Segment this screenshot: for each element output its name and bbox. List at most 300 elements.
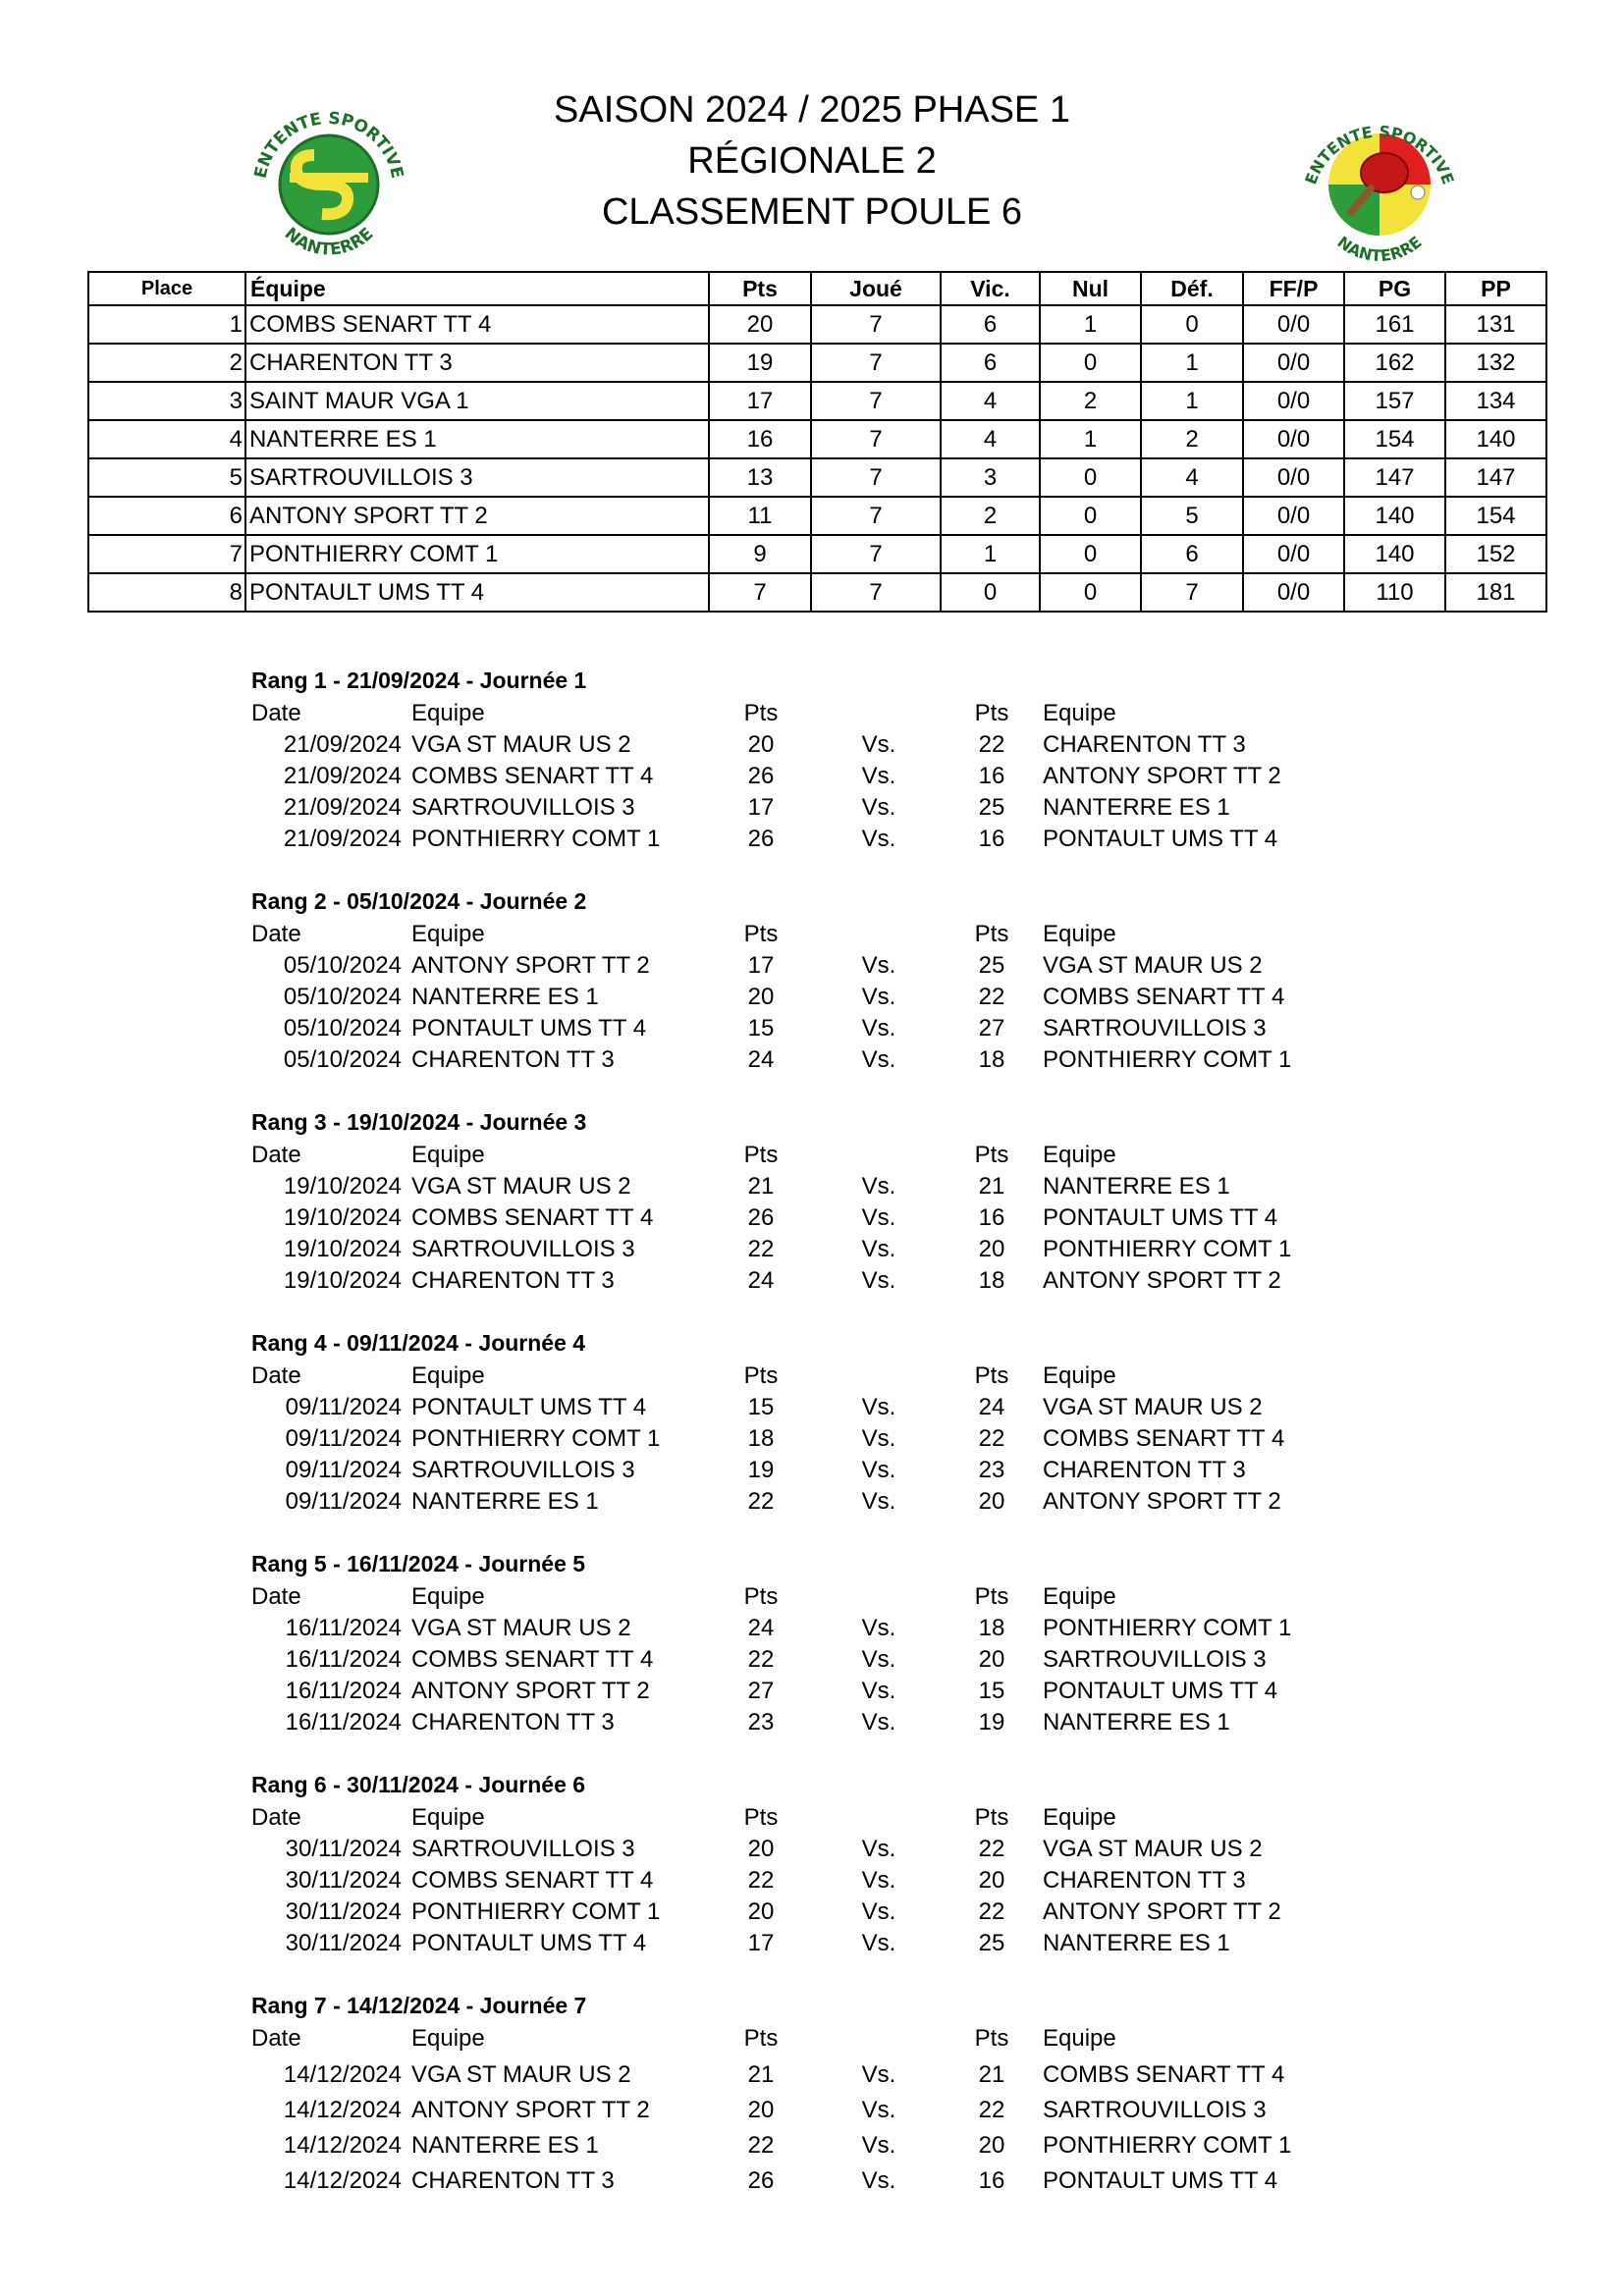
standings-row xyxy=(88,344,1546,382)
match-away-pts: 16 xyxy=(978,1204,1005,1231)
standings-cell-ffp: 0/0 xyxy=(1243,535,1344,573)
match-vs: Vs. xyxy=(861,1394,896,1420)
match-row xyxy=(0,1046,1624,1078)
standings-cell-pg: 140 xyxy=(1344,535,1445,573)
match-away-pts: 22 xyxy=(978,1836,1005,1862)
standings-cell-place: 2 xyxy=(88,344,245,382)
standings-cell-team: ANTONY SPORT TT 2 xyxy=(245,497,709,535)
col-header-played: Joué xyxy=(811,272,941,305)
match-away-pts: 20 xyxy=(978,1236,1005,1262)
standings-cell-pp: 181 xyxy=(1445,573,1546,612)
round-title: Rang 1 - 21/09/2024 - Journée 1 xyxy=(251,667,587,693)
standings-cell-pp: 131 xyxy=(1445,305,1546,344)
match-date: 16/11/2024 xyxy=(285,1615,402,1641)
match-vs: Vs. xyxy=(861,2097,896,2123)
match-home-pts: 21 xyxy=(747,2061,775,2088)
match-home-team: NANTERRE ES 1 xyxy=(411,2132,599,2159)
match-header-row xyxy=(0,1583,1624,1615)
standings-cell-team: NANTERRE ES 1 xyxy=(245,420,709,458)
standings-cell-ffp: 0/0 xyxy=(1243,305,1344,344)
match-vs: Vs. xyxy=(861,2132,896,2159)
round-title: Rang 3 - 19/10/2024 - Journée 3 xyxy=(251,1109,587,1135)
match-home-team: COMBS SENART TT 4 xyxy=(411,1204,654,1231)
match-away-pts: 22 xyxy=(978,1898,1005,1925)
match-away-team: NANTERRE ES 1 xyxy=(1043,1173,1230,1200)
match-vs: Vs. xyxy=(861,1015,896,1041)
header-home-pts: Pts xyxy=(743,2025,779,2052)
standings-cell-def: 2 xyxy=(1141,420,1243,458)
header-date: Date xyxy=(251,1362,301,1389)
match-home-team: PONTAULT UMS TT 4 xyxy=(411,1394,647,1420)
match-home-team: CHARENTON TT 3 xyxy=(411,2167,615,2194)
match-row xyxy=(0,952,1624,984)
match-date: 16/11/2024 xyxy=(285,1678,402,1704)
standings-cell-place: 5 xyxy=(88,458,245,497)
standings-cell-pp: 152 xyxy=(1445,535,1546,573)
match-home-team: SARTROUVILLOIS 3 xyxy=(411,794,635,821)
match-away-pts: 21 xyxy=(978,2061,1005,2088)
round-title: Rang 6 - 30/11/2024 - Journée 6 xyxy=(251,1772,586,1797)
col-header-losses: Déf. xyxy=(1141,272,1243,305)
match-date: 19/10/2024 xyxy=(283,1204,402,1231)
standings-cell-ffp: 0/0 xyxy=(1243,420,1344,458)
standings-cell-joue: 7 xyxy=(811,305,941,344)
match-away-pts: 22 xyxy=(978,1425,1005,1452)
match-home-team: COMBS SENART TT 4 xyxy=(411,763,654,789)
standings-cell-vic: 1 xyxy=(941,535,1040,573)
header-home-pts: Pts xyxy=(743,921,779,947)
header-home-pts: Pts xyxy=(743,1142,779,1168)
standings-row xyxy=(88,535,1546,573)
match-vs: Vs. xyxy=(861,2167,896,2194)
standings-cell-place: 8 xyxy=(88,573,245,612)
col-header-place: Place xyxy=(88,272,245,305)
header-away-pts: Pts xyxy=(974,921,1009,947)
header-date: Date xyxy=(251,1583,301,1610)
standings-cell-nul: 1 xyxy=(1040,305,1141,344)
standings-cell-nul: 1 xyxy=(1040,420,1141,458)
match-row xyxy=(0,2132,1624,2163)
logo-right-top-text: ENTENTE SPORTIVE xyxy=(1301,122,1458,187)
match-date: 05/10/2024 xyxy=(283,1046,402,1073)
match-row xyxy=(0,1015,1624,1046)
round-section xyxy=(0,1330,1624,1551)
standings-cell-pg: 110 xyxy=(1344,573,1445,612)
match-row xyxy=(0,826,1624,857)
match-away-team: PONTAULT UMS TT 4 xyxy=(1043,1204,1278,1231)
header-home-pts: Pts xyxy=(743,1583,779,1610)
match-home-pts: 26 xyxy=(747,1204,775,1231)
col-header-team: Équipe xyxy=(245,272,709,305)
match-away-pts: 25 xyxy=(978,794,1005,821)
match-away-team: NANTERRE ES 1 xyxy=(1043,1930,1230,1956)
match-away-pts: 21 xyxy=(978,1173,1005,1200)
match-home-pts: 22 xyxy=(747,1867,775,1894)
match-away-team: NANTERRE ES 1 xyxy=(1043,794,1230,821)
header-away-team: Equipe xyxy=(1043,1362,1116,1389)
match-away-pts: 18 xyxy=(978,1615,1005,1641)
standings-cell-def: 6 xyxy=(1141,535,1243,573)
match-away-team: VGA ST MAUR US 2 xyxy=(1043,1836,1263,1862)
standings-cell-joue: 7 xyxy=(811,382,941,420)
match-vs: Vs. xyxy=(861,794,896,821)
title-division: RÉGIONALE 2 xyxy=(687,140,937,182)
match-row xyxy=(0,731,1624,763)
match-home-team: SARTROUVILLOIS 3 xyxy=(411,1836,635,1862)
match-away-team: COMBS SENART TT 4 xyxy=(1043,2061,1285,2088)
standings-header-row xyxy=(88,272,1546,305)
round-section xyxy=(0,1551,1624,1772)
match-header-row xyxy=(0,2025,1624,2056)
match-away-pts: 23 xyxy=(978,1457,1005,1483)
match-away-pts: 22 xyxy=(978,984,1005,1010)
match-away-team: ANTONY SPORT TT 2 xyxy=(1043,1898,1281,1925)
match-header-row xyxy=(0,1804,1624,1836)
header-away-team: Equipe xyxy=(1043,1583,1116,1610)
standings-cell-team: CHARENTON TT 3 xyxy=(245,344,709,382)
match-vs: Vs. xyxy=(861,984,896,1010)
header-date: Date xyxy=(251,1804,301,1831)
match-home-pts: 26 xyxy=(747,826,775,852)
match-vs: Vs. xyxy=(861,763,896,789)
match-home-pts: 22 xyxy=(747,1646,775,1673)
match-away-pts: 22 xyxy=(978,731,1005,758)
standings-cell-joue: 7 xyxy=(811,497,941,535)
logo-left-top-text: ENTENTE SPORTIVE xyxy=(250,108,407,181)
match-away-pts: 15 xyxy=(978,1678,1005,1704)
standings-cell-nul: 0 xyxy=(1040,535,1141,573)
standings-cell-team: SARTROUVILLOIS 3 xyxy=(245,458,709,497)
round-section xyxy=(0,1993,1624,2228)
round-section xyxy=(0,1772,1624,1993)
match-away-team: COMBS SENART TT 4 xyxy=(1043,984,1285,1010)
standings-row xyxy=(88,497,1546,535)
header-date: Date xyxy=(251,2025,301,2052)
match-home-team: PONTHIERRY COMT 1 xyxy=(411,1425,661,1452)
header-away-pts: Pts xyxy=(974,700,1009,726)
match-away-pts: 20 xyxy=(978,2132,1005,2159)
match-date: 14/12/2024 xyxy=(283,2167,402,2194)
standings-cell-ffp: 0/0 xyxy=(1243,382,1344,420)
match-date: 14/12/2024 xyxy=(283,2061,402,2088)
header-away-team: Equipe xyxy=(1043,921,1116,947)
header-away-team: Equipe xyxy=(1043,700,1116,726)
match-vs: Vs. xyxy=(861,1898,896,1925)
standings-row xyxy=(88,382,1546,420)
standings-cell-nul: 0 xyxy=(1040,497,1141,535)
match-date: 19/10/2024 xyxy=(283,1267,402,1294)
match-date: 21/09/2024 xyxy=(283,763,402,789)
match-away-pts: 19 xyxy=(978,1709,1005,1735)
match-home-team: SARTROUVILLOIS 3 xyxy=(411,1457,635,1483)
match-row xyxy=(0,1867,1624,1898)
standings-cell-pp: 140 xyxy=(1445,420,1546,458)
standings-cell-place: 3 xyxy=(88,382,245,420)
match-away-pts: 22 xyxy=(978,2097,1005,2123)
match-date: 09/11/2024 xyxy=(285,1394,402,1420)
match-home-team: COMBS SENART TT 4 xyxy=(411,1867,654,1894)
match-away-team: VGA ST MAUR US 2 xyxy=(1043,1394,1263,1420)
standings-cell-pts: 19 xyxy=(709,344,811,382)
match-vs: Vs. xyxy=(861,1930,896,1956)
match-away-pts: 18 xyxy=(978,1267,1005,1294)
match-home-pts: 15 xyxy=(747,1394,775,1420)
match-date: 14/12/2024 xyxy=(283,2097,402,2123)
match-vs: Vs. xyxy=(861,2061,896,2088)
match-date: 16/11/2024 xyxy=(285,1646,402,1673)
match-row xyxy=(0,763,1624,794)
standings-cell-team: SAINT MAUR VGA 1 xyxy=(245,382,709,420)
standings-row xyxy=(88,420,1546,458)
match-away-pts: 16 xyxy=(978,826,1005,852)
round-section xyxy=(0,1109,1624,1330)
match-vs: Vs. xyxy=(861,826,896,852)
match-home-pts: 22 xyxy=(747,2132,775,2159)
match-home-pts: 27 xyxy=(747,1678,775,1704)
match-vs: Vs. xyxy=(861,1709,896,1735)
standings-cell-place: 7 xyxy=(88,535,245,573)
standings-cell-def: 4 xyxy=(1141,458,1243,497)
standings-cell-nul: 0 xyxy=(1040,344,1141,382)
header-date: Date xyxy=(251,700,301,726)
header-date: Date xyxy=(251,1142,301,1168)
match-away-pts: 18 xyxy=(978,1046,1005,1073)
match-vs: Vs. xyxy=(861,1488,896,1515)
standings-cell-place: 6 xyxy=(88,497,245,535)
match-away-pts: 20 xyxy=(978,1867,1005,1894)
match-away-pts: 25 xyxy=(978,1930,1005,1956)
match-home-pts: 17 xyxy=(747,952,775,979)
match-row xyxy=(0,2097,1624,2128)
header-home-team: Equipe xyxy=(411,1583,485,1610)
match-vs: Vs. xyxy=(861,1457,896,1483)
match-vs: Vs. xyxy=(861,1173,896,1200)
standings-cell-nul: 2 xyxy=(1040,382,1141,420)
match-vs: Vs. xyxy=(861,1267,896,1294)
match-header-row xyxy=(0,1362,1624,1394)
match-row xyxy=(0,1836,1624,1867)
match-date: 30/11/2024 xyxy=(285,1898,402,1925)
match-vs: Vs. xyxy=(861,1236,896,1262)
match-home-pts: 23 xyxy=(747,1709,775,1735)
standings-cell-vic: 4 xyxy=(941,420,1040,458)
standings-cell-pts: 20 xyxy=(709,305,811,344)
standings-cell-pg: 162 xyxy=(1344,344,1445,382)
standings-cell-vic: 6 xyxy=(941,305,1040,344)
header-away-team: Equipe xyxy=(1043,1804,1116,1831)
match-date: 21/09/2024 xyxy=(283,794,402,821)
match-away-team: CHARENTON TT 3 xyxy=(1043,1867,1246,1894)
match-away-team: COMBS SENART TT 4 xyxy=(1043,1425,1285,1452)
page-title xyxy=(0,84,1624,238)
match-home-team: NANTERRE ES 1 xyxy=(411,984,599,1010)
col-header-pg: PG xyxy=(1344,272,1445,305)
standings-cell-pg: 140 xyxy=(1344,497,1445,535)
standings-cell-def: 1 xyxy=(1141,344,1243,382)
standings-cell-pp: 147 xyxy=(1445,458,1546,497)
match-away-team: ANTONY SPORT TT 2 xyxy=(1043,1488,1281,1515)
standings-cell-joue: 7 xyxy=(811,344,941,382)
match-date: 09/11/2024 xyxy=(285,1425,402,1452)
match-home-pts: 20 xyxy=(747,731,775,758)
col-header-draws: Nul xyxy=(1040,272,1141,305)
match-vs: Vs. xyxy=(861,1678,896,1704)
match-date: 05/10/2024 xyxy=(283,984,402,1010)
match-vs: Vs. xyxy=(861,1836,896,1862)
round-title: Rang 2 - 05/10/2024 - Journée 2 xyxy=(251,888,587,914)
match-vs: Vs. xyxy=(861,1615,896,1641)
header-away-pts: Pts xyxy=(974,2025,1009,2052)
match-home-pts: 18 xyxy=(747,1425,775,1452)
header-home-team: Equipe xyxy=(411,2025,485,2052)
match-row xyxy=(0,1267,1624,1299)
standings-cell-joue: 7 xyxy=(811,573,941,612)
standings-cell-team: COMBS SENART TT 4 xyxy=(245,305,709,344)
match-home-team: COMBS SENART TT 4 xyxy=(411,1646,654,1673)
match-row xyxy=(0,1930,1624,1961)
standings-cell-pg: 154 xyxy=(1344,420,1445,458)
match-away-pts: 25 xyxy=(978,952,1005,979)
match-home-team: ANTONY SPORT TT 2 xyxy=(411,2097,650,2123)
round-title: Rang 4 - 09/11/2024 - Journée 4 xyxy=(251,1330,586,1356)
match-vs: Vs. xyxy=(861,1204,896,1231)
title-ranking: CLASSEMENT POULE 6 xyxy=(601,191,1022,233)
match-away-team: SARTROUVILLOIS 3 xyxy=(1043,2097,1267,2123)
standings-cell-ffp: 0/0 xyxy=(1243,573,1344,612)
standings-cell-pg: 147 xyxy=(1344,458,1445,497)
match-rounds xyxy=(0,667,1624,2228)
match-date: 30/11/2024 xyxy=(285,1867,402,1894)
standings-row xyxy=(88,458,1546,497)
header-away-pts: Pts xyxy=(974,1583,1009,1610)
header-away-pts: Pts xyxy=(974,1142,1009,1168)
round-section xyxy=(0,888,1624,1109)
match-home-team: ANTONY SPORT TT 2 xyxy=(411,952,650,979)
match-row xyxy=(0,2061,1624,2093)
match-away-team: PONTAULT UMS TT 4 xyxy=(1043,2167,1278,2194)
title-season: SAISON 2024 / 2025 PHASE 1 xyxy=(554,89,1070,131)
match-date: 21/09/2024 xyxy=(283,731,402,758)
match-away-team: PONTHIERRY COMT 1 xyxy=(1043,2132,1292,2159)
standings-row xyxy=(88,305,1546,344)
match-header-row xyxy=(0,1142,1624,1173)
standings-cell-pts: 7 xyxy=(709,573,811,612)
standings-cell-team: PONTHIERRY COMT 1 xyxy=(245,535,709,573)
standings-table xyxy=(87,271,1547,613)
match-date: 14/12/2024 xyxy=(283,2132,402,2159)
header-home-pts: Pts xyxy=(743,1362,779,1389)
header-away-team: Equipe xyxy=(1043,2025,1116,2052)
round-section xyxy=(0,667,1624,888)
standings-cell-vic: 4 xyxy=(941,382,1040,420)
match-row xyxy=(0,1173,1624,1204)
match-date: 09/11/2024 xyxy=(285,1488,402,1515)
round-title: Rang 5 - 16/11/2024 - Journée 5 xyxy=(251,1551,586,1576)
standings-cell-pts: 9 xyxy=(709,535,811,573)
match-home-pts: 17 xyxy=(747,1930,775,1956)
match-away-team: PONTHIERRY COMT 1 xyxy=(1043,1046,1292,1073)
header-away-pts: Pts xyxy=(974,1804,1009,1831)
match-home-team: VGA ST MAUR US 2 xyxy=(411,1173,631,1200)
match-row xyxy=(0,794,1624,826)
standings-cell-pts: 11 xyxy=(709,497,811,535)
round-title: Rang 7 - 14/12/2024 - Journée 7 xyxy=(251,1993,587,2018)
standings-cell-pts: 17 xyxy=(709,382,811,420)
match-home-team: PONTHIERRY COMT 1 xyxy=(411,1898,661,1925)
match-date: 21/09/2024 xyxy=(283,826,402,852)
match-away-team: PONTAULT UMS TT 4 xyxy=(1043,1678,1278,1704)
match-home-team: VGA ST MAUR US 2 xyxy=(411,2061,631,2088)
match-row xyxy=(0,1425,1624,1457)
standings-cell-vic: 2 xyxy=(941,497,1040,535)
match-home-team: CHARENTON TT 3 xyxy=(411,1046,615,1073)
standings-row xyxy=(88,573,1546,612)
standings-cell-joue: 7 xyxy=(811,458,941,497)
match-date: 19/10/2024 xyxy=(283,1236,402,1262)
match-home-team: PONTAULT UMS TT 4 xyxy=(411,1930,647,1956)
standings-cell-nul: 0 xyxy=(1040,573,1141,612)
match-date: 30/11/2024 xyxy=(285,1836,402,1862)
col-header-wins: Vic. xyxy=(941,272,1040,305)
match-away-pts: 20 xyxy=(978,1646,1005,1673)
header-away-pts: Pts xyxy=(974,1362,1009,1389)
match-away-pts: 20 xyxy=(978,1488,1005,1515)
match-home-team: PONTAULT UMS TT 4 xyxy=(411,1015,647,1041)
match-away-pts: 16 xyxy=(978,763,1005,789)
match-row xyxy=(0,1394,1624,1425)
match-home-pts: 20 xyxy=(747,2097,775,2123)
standings-cell-nul: 0 xyxy=(1040,458,1141,497)
match-home-team: CHARENTON TT 3 xyxy=(411,1267,615,1294)
logo-left-bottom-text: NANTERRE xyxy=(280,224,378,260)
header-home-pts: Pts xyxy=(743,1804,779,1831)
match-home-team: VGA ST MAUR US 2 xyxy=(411,731,631,758)
match-home-pts: 26 xyxy=(747,763,775,789)
match-home-pts: 22 xyxy=(747,1236,775,1262)
match-row xyxy=(0,984,1624,1015)
header-home-team: Equipe xyxy=(411,921,485,947)
match-date: 19/10/2024 xyxy=(283,1173,402,1200)
match-date: 05/10/2024 xyxy=(283,952,402,979)
standings-cell-ffp: 0/0 xyxy=(1243,458,1344,497)
match-row xyxy=(0,1678,1624,1709)
standings-cell-vic: 0 xyxy=(941,573,1040,612)
standings-cell-vic: 3 xyxy=(941,458,1040,497)
col-header-forfeits: FF/P xyxy=(1243,272,1344,305)
match-home-pts: 20 xyxy=(747,1898,775,1925)
match-away-team: SARTROUVILLOIS 3 xyxy=(1043,1646,1267,1673)
match-home-pts: 20 xyxy=(747,984,775,1010)
match-home-pts: 24 xyxy=(747,1267,775,1294)
standings-cell-vic: 6 xyxy=(941,344,1040,382)
standings-cell-team: PONTAULT UMS TT 4 xyxy=(245,573,709,612)
match-away-pts: 16 xyxy=(978,2167,1005,2194)
standings-cell-pp: 154 xyxy=(1445,497,1546,535)
match-date: 05/10/2024 xyxy=(283,1015,402,1041)
standings-cell-pp: 134 xyxy=(1445,382,1546,420)
match-row xyxy=(0,1615,1624,1646)
header-home-team: Equipe xyxy=(411,1142,485,1168)
match-home-pts: 24 xyxy=(747,1615,775,1641)
header-away-team: Equipe xyxy=(1043,1142,1116,1168)
match-home-team: CHARENTON TT 3 xyxy=(411,1709,615,1735)
standings-cell-joue: 7 xyxy=(811,420,941,458)
match-home-pts: 19 xyxy=(747,1457,775,1483)
match-date: 09/11/2024 xyxy=(285,1457,402,1483)
match-date: 16/11/2024 xyxy=(285,1709,402,1735)
header-home-pts: Pts xyxy=(743,700,779,726)
match-home-team: PONTHIERRY COMT 1 xyxy=(411,826,661,852)
